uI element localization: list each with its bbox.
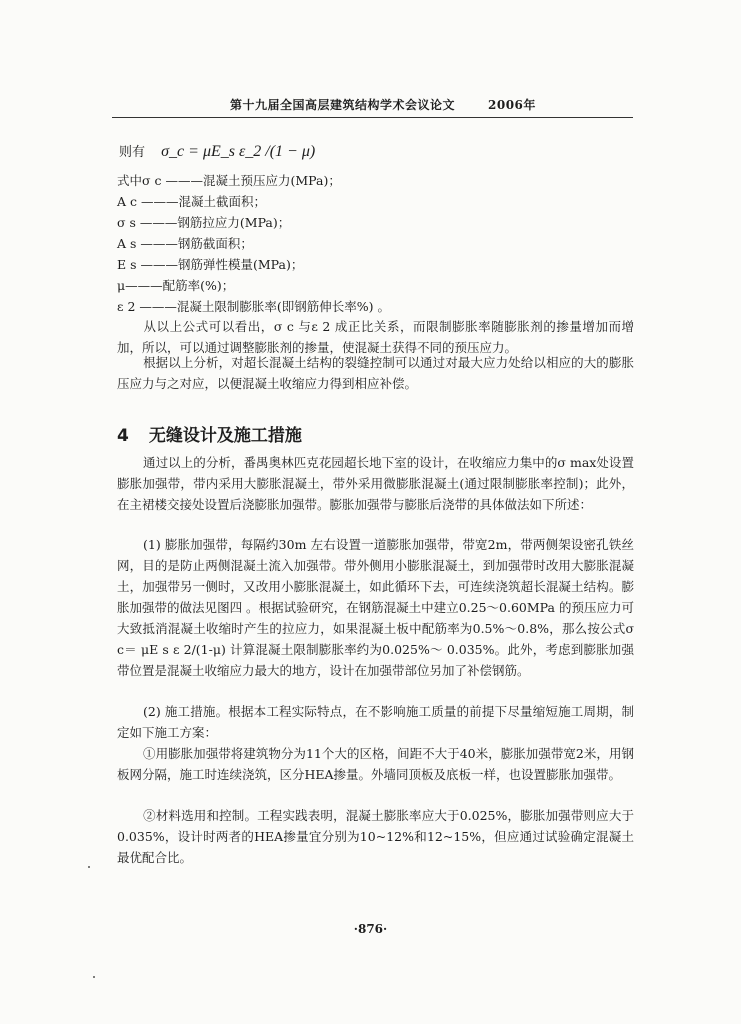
definition-line: 式中σ c ———混凝土预压应力(MPa)； — [117, 173, 341, 188]
paragraph-text: 从以上公式可以看出，σ c 与ε 2 成正比关系，而限制膨胀率随膨胀剂的掺量增加而增加，所以，可以通过调整膨胀剂的掺量，使混凝土获得不同的预压应力。 — [117, 319, 634, 355]
paragraph-text: (1) 膨胀加强带，每隔约30m 左右设置一道膨胀加强带，带宽2m，带两侧架设密孔铁丝网，目的是防止两侧混凝土流入加强带。带外侧用小膨胀混凝土，到加强带时改用大膨胀混凝土，加强带另一侧时，又改用小膨胀混凝土，如此循环下去，可连续浇筑超长混凝土结构。膨胀加强带的做法见图四 。根据试验研究，在钢筋混凝土中建立0.25～0.60MPa 的预压应力可大致抵消混凝土收缩时产生的拉应力，如果混凝土板中配筋率为0.5%～0.8%，那么按公式σ c＝ μE s ε 2/(1-μ) 计算混凝土限制膨胀率约为0.025%～ 0.035%。此外，考虑到膨胀加强带位置是混凝土收缩应力最大的地方，设计在加强带部位另加了补偿钢筋。 — [117, 537, 634, 678]
paragraph — [117, 452, 634, 515]
paragraph-text: (2) 施工措施。根据本工程实际特点，在不影响施工质量的前提下尽量缩短施工周期，制定如下施工方案： — [117, 704, 634, 740]
paragraph-text: 根据以上分析，对超长混凝土结构的裂缝控制可以通过对最大应力处给以相应的大的膨胀压应力与之对应，以便混凝土收缩应力得到相应补偿。 — [117, 355, 634, 391]
paragraph — [117, 701, 634, 743]
paragraph-text: ①用膨胀加强带将建筑物分为11个大的区格，间距不大于40米，膨胀加强带宽2米，用钢板网分隔，施工时连续浇筑，区分HEA掺量。外墙同顶板及底板一样，也设置膨胀加强带。 — [117, 746, 634, 782]
conference-title: 第十九届全国高层建筑结构学术会议论文 — [230, 98, 456, 112]
definition-line: E s ———钢筋弹性模量(MPa)； — [117, 257, 304, 272]
definition-line: A s ———钢筋截面积； — [117, 236, 253, 251]
section-title: 无缝设计及施工措施 — [148, 426, 302, 446]
paragraph — [117, 805, 634, 868]
paragraph — [117, 534, 634, 681]
scan-speck — [88, 866, 90, 868]
formula-label: 则有 — [119, 145, 146, 160]
definition-line: σ s ———钢筋拉应力(MPa)； — [117, 215, 291, 230]
symbol-definitions — [117, 170, 637, 317]
scan-speck — [93, 976, 95, 978]
section-heading — [117, 421, 302, 446]
paragraph-text: ②材料选用和控制。工程实践表明，混凝土膨胀率应大于0.025%，膨胀加强带则应大于0.035%，设计时两者的HEA掺量宜分别为10~12%和12~15%，但应通过试验确定混凝土最优配合比。 — [117, 808, 634, 865]
paragraph-text: 通过以上的分析，番禺奥林匹克花园超长地下室的设计，在收缩应力集中的σ max处设置膨胀加强带，带内采用大膨胀混凝土，带外采用微膨胀混凝土(通过限制膨胀率控制)；此外，在主裙楼交接处设置后浇膨胀加强带。膨胀加强带与膨胀后浇带的具体做法如下所述： — [117, 455, 634, 512]
header-rule — [112, 117, 633, 118]
page-number: ·876· — [353, 922, 388, 936]
definition-line: ε 2 ———混凝土限制膨胀率(即钢筋伸长率%) 。 — [117, 299, 390, 314]
paragraph — [117, 352, 634, 394]
section-number: 4 — [117, 426, 129, 446]
prestress-equation: σ_c = μE_s ε_2 /(1 − μ) — [161, 143, 316, 160]
conference-year: 2006年 — [488, 98, 536, 112]
definition-line: A c ———混凝土截面积； — [117, 194, 266, 209]
definition-line: μ———配筋率(%)； — [117, 278, 235, 293]
paragraph — [117, 743, 634, 785]
formula-line — [119, 141, 315, 161]
